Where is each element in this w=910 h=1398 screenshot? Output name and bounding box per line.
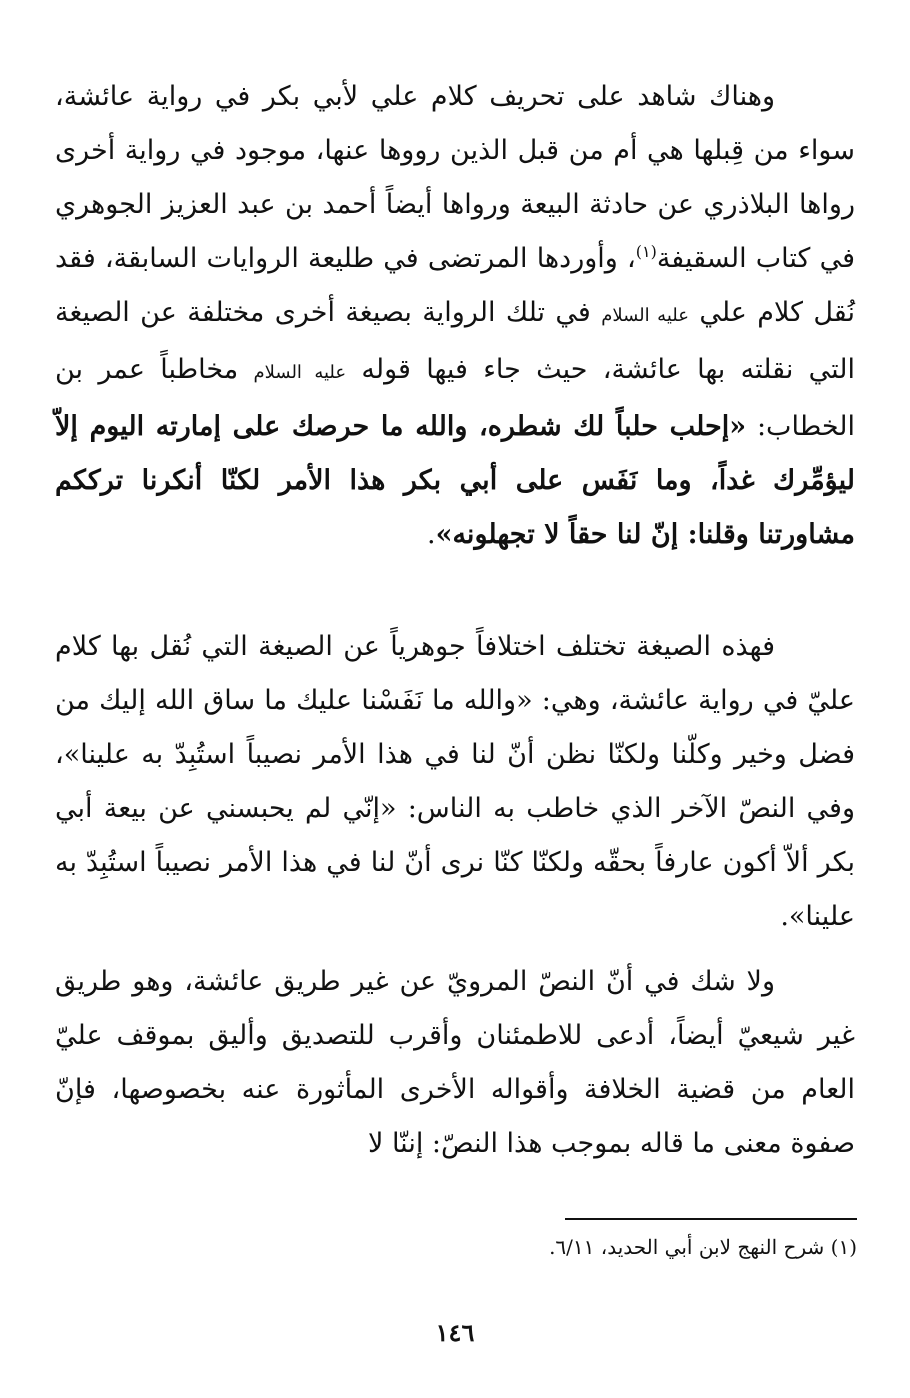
paragraph-1-text-d: مخاطباً عمر بن الخطاب: (55, 354, 855, 442)
honorific-symbol: عليه السلام (601, 305, 689, 326)
paragraph-3 (55, 955, 855, 1171)
footnote: (١) شرح النهج لابن أبي الحديد، ٦/١١. (549, 1235, 857, 1259)
footnote-reference: (١) (635, 242, 657, 261)
paragraph-1-text-c: في تلك الرواية بصيغة أخرى مختلفة عن الصيغة التي نقلته بها عائشة، حيث جاء فيها قوله (55, 297, 855, 385)
paragraph-1-text-b: ، وأوردها المرتضى في طليعة الروايات السابقة، فقد نُقل كلام علي (55, 243, 855, 328)
paragraph-1-end: . (426, 519, 436, 550)
paragraph-3-text: ولا شك في أنّ النصّ المرويّ عن غير طريق عائشة، وهو طريق غير شيعيّ أيضاً، أدعى للاطمئنان وأقرب للتصديق وأليق بموقف عليّ العام من قضية الخلافة وأقواله الأخرى المأثورة عنه بخصوصها، فإنّ صفوة معنى ما قاله بموجب هذا النصّ: إننّا لا (55, 966, 855, 1159)
honorific-symbol: عليه السلام (253, 362, 347, 383)
paragraph-2-text: فهذه الصيغة تختلف اختلافاً جوهرياً عن الصيغة التي نُقل بها كلام عليّ في رواية عائشة، وهي: «والله ما نَفَسْنا عليك ما ساق الله إليك من فضل وخير وكلّنا ولكنّا نظن أنّ لنا في هذا الأمر نصيباً استُبِدّ به علينا»، وفي النصّ الآخر الذي خاطب به الناس: «إنّي لم يحبسني عن بيعة أبي بكر ألاّ أكون عارفاً بحقّه ولكنّا كنّا نرى أنّ لنا في هذا الأمر نصيباً استُبِدّ به علينا». (55, 631, 855, 932)
footnote-separator (565, 1218, 857, 1220)
paragraph-1-text-a: وهناك شاهد على تحريف كلام علي لأبي بكر في رواية عائشة، سواء من قِبلها هي أم من قبل الذين رووها عنها، موجود في رواية أخرى رواها البلاذري عن حادثة البيعة ورواها أيضاً أحمد بن عبد العزيز الجوهري في كتاب السقيفة (55, 81, 855, 274)
paragraph-1 (55, 70, 855, 562)
quoted-speech: «إحلب حلباً لك شطره، والله ما حرصك على إمارته اليوم إلاّ ليؤمِّرك غداً، وما نَفَس على أبي بكر هذا الأمر لكنّا أنكرنا ترككم مشاورتنا وقلنا: إنّ لنا حقاً لا تجهلونه» (55, 411, 855, 550)
paragraph-2 (55, 620, 855, 944)
page-number: ١٤٦ (435, 1318, 475, 1347)
